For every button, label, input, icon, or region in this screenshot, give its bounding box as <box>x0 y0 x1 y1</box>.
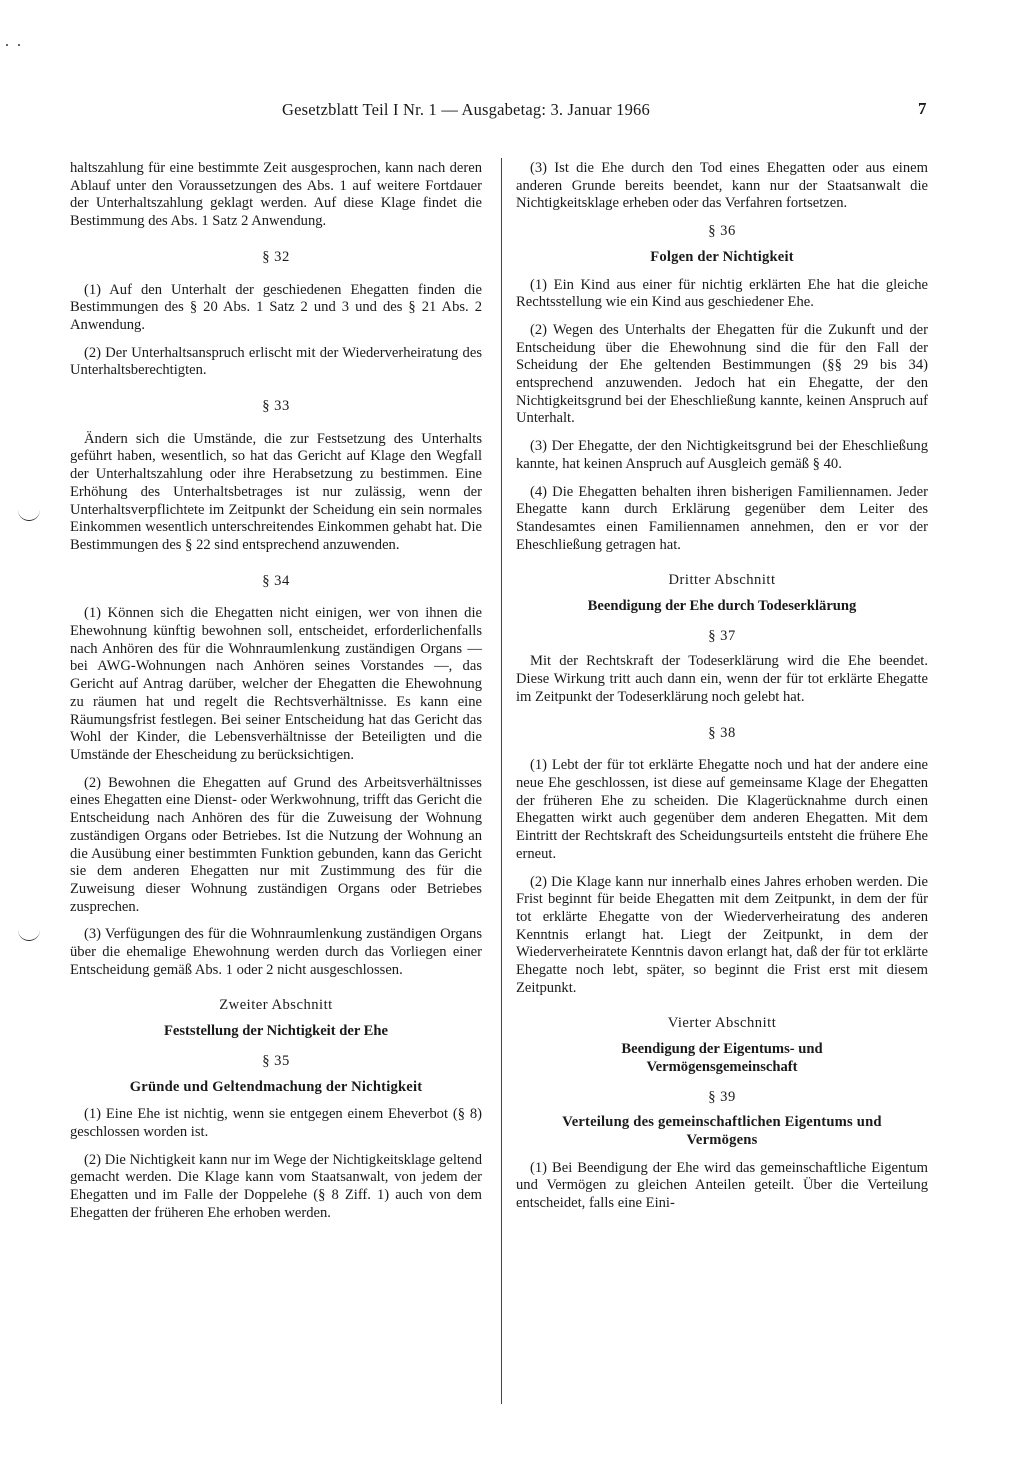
paragraph: Mit der Rechtskraft der Todeserklärung wird die Ehe beendet. Diese Wirkung tritt auch dann ein, wenn der für tot erklärte Ehegatte im Zeitpunkt der Todeserklärung noch gelebt hat. <box>516 653 928 705</box>
paragraph: (2) Der Unterhaltsanspruch erlischt mit der Wiederverheiratung des Unterhaltsberechtigten. <box>70 344 482 379</box>
paragraph: (2) Die Nichtigkeit kann nur im Wege der Nichtigkeitsklage geltend gemacht werden. Die Klage kann vom Staatsanwalt, von jedem der Ehegatten und im Falle der Doppelehe (§ 8 Ziff. 1) auch von dem Ehegatten der früheren Ehe erhoben werden. <box>70 1151 482 1221</box>
paragraph: (2) Wegen des Unterhalts der Ehegatten für die Zukunft und der Entscheidung über die Ehewohnung sind die für den Fall der Scheidung der Ehe geltenden Bestimmungen (§§ 29 bis 34) entsprechend anzuwenden. Jedoch hat ein Ehegatte, der den Nichtigkeitsgrund bei der Eheschließung kannte, keinen Anspruch auf Unterhalt. <box>516 321 928 427</box>
section-heading-34: § 34 <box>262 572 290 589</box>
paragraph: (1) Auf den Unterhalt der geschiedenen Ehegatten finden die Bestimmungen des § 20 Abs. 1 Satz 2 und 3 und des § 21 Abs. 2 Anwendung. <box>70 281 482 333</box>
margin-mark <box>18 508 40 521</box>
header-title: Gesetzblatt Teil I Nr. 1 — Ausgabetag: 3. Januar 1966 <box>282 100 650 119</box>
section-title: Gründe und Geltendmachung der Nichtigkeit <box>129 1078 423 1095</box>
chapter-label: Vierter Abschnitt <box>667 1015 777 1032</box>
page-header <box>0 100 1024 128</box>
chapter-label: Dritter Abschnitt <box>668 572 776 589</box>
paragraph: (1) Können sich die Ehegatten nicht einigen, wer von ihnen die Ehewohnung künftig bewohnen soll, entscheidet, erforderlichenfalls nach Anhören des für die Wohnraumlenkung zuständigen Organs — bei AWG-Wohnungen nach Anhören seines Vorstandes —, das Gericht auf Antrag darüber, welcher der Ehegatten die Ehewohnung zu räumen hat und regelt die Rechtsverhältnisse. Es kann eine Räumungsfrist festlegen. Bei seiner Entscheidung hat das Gericht das Wohl der Kinder, die Lebensverhältnisse der Beteiligten und die Umstände der Ehescheidung zu berücksichtigen. <box>70 605 482 763</box>
section-heading-37: § 37 <box>708 627 736 644</box>
paragraph: (1) Bei Beendigung der Ehe wird das gemeinschaftliche Eigentum und Vermögen zu gleichen Anteilen geteilt. Über die Verteilung entscheidet, falls eine Eini- <box>516 1159 928 1212</box>
scan-speck <box>18 44 20 46</box>
section-title: Verteilung des gemeinschaftlichen Eigentums und Vermögens <box>562 1114 882 1148</box>
section-heading-33: § 33 <box>262 398 290 415</box>
section-heading-38: § 38 <box>708 724 736 741</box>
paragraph: (2) Die Klage kann nur innerhalb eines Jahres erhoben werden. Die Frist beginnt für beide Ehegatten mit dem Zeitpunkt, in dem der für tot erklärte Ehegatte von der Wiederverheiratung des anderen Kenntnis erlangt hat. Liegt der Zeitpunkt, in dem der Wiederverheiratete Kenntnis davon erlangt hat, daß der für tot erklärte Ehegatte noch lebt, später, so beginnt die Frist erst mit diesem Zeitpunkt. <box>516 873 928 996</box>
scan-speck <box>6 44 8 46</box>
paragraph: (1) Lebt der für tot erklärte Ehegatte noch und hat der andere eine neue Ehe geschlossen, ist diese auf gemeinsame Klage der Ehegatten der früheren Ehe zu scheiden. Die Klagerücknahme durch einen Ehegatten wirkt auch gegenüber dem anderen Ehegatten. Mit dem Eintritt der Rechtskraft des Scheidungsurteils entsteht die frühere Ehe erneut. <box>516 757 928 862</box>
page-number: 7 <box>918 99 927 118</box>
paragraph: (3) Verfügungen des für die Wohnraumlenkung zuständigen Organs über die ehemalige Ehewohnung werden durch das Vorliegen einer Entscheidung gemäß Abs. 1 oder 2 nicht ausgeschlossen. <box>70 926 482 978</box>
chapter-title: Beendigung der Ehe durch Todeserklärung <box>587 598 857 615</box>
right-column <box>516 160 928 1223</box>
section-heading-39: § 39 <box>708 1088 736 1105</box>
paragraph: (3) Der Ehegatte, der den Nichtigkeitsgrund bei der Eheschließung kannte, hat keinen Anspruch auf Ausgleich gemäß § 40. <box>516 438 928 472</box>
section-heading-35: § 35 <box>262 1052 290 1069</box>
paragraph: (3) Ist die Ehe durch den Tod eines Ehegatten oder aus einem anderen Grunde bereits beendet, kann nur der Staatsanwalt die Nichtigkeitsklage erheben oder das Verfahren fortsetzen. <box>516 160 928 212</box>
chapter-label: Zweiter Abschnitt <box>219 997 333 1014</box>
paragraph: (1) Ein Kind aus einer für nichtig erklärten Ehe hat die gleiche Rechtsstellung wie ein Kind aus geschiedener Ehe. <box>516 276 928 311</box>
section-title: Folgen der Nichtigkeit <box>650 248 794 265</box>
section-heading-36: § 36 <box>708 223 736 240</box>
paragraph: Ändern sich die Umstände, die zur Festsetzung des Unterhalts geführt haben, wesentlich, so hat das Gericht auf Klage den Wegfall der Unterhaltszahlung oder ihre Herabsetzung zu bestimmen. Eine Erhöhung des Unterhaltsbetrages ist nur zulässig, wenn der Unterhaltsverpflichtete im Zeitpunkt der Scheidung ein sein normales Einkommen wesentlich unterschreitendes Einkommen gehabt hat. Die Bestimmungen des § 22 sind entsprechend anzuwenden. <box>70 430 482 553</box>
continuation-paragraph: haltszahlung für eine bestimmte Zeit ausgesprochen, kann nach deren Ablauf unter den Voraussetzungen des Abs. 1 auf weitere Fortdauer der Unterhaltszahlung geklagt werden. Auf diese Klage findet die Bestimmung des Abs. 1 Satz 2 Anwendung. <box>70 160 482 230</box>
margin-mark <box>18 928 40 941</box>
paragraph: (2) Bewohnen die Ehegatten auf Grund des Arbeitsverhältnisses eines Ehegatten eine Dienst- oder Werkwohnung, trifft das Gericht die Entscheidung nach Anhören des für die Zuweisung der Wohnung zuständigen Organs oder Betriebes. Ist die Nutzung der Wohnung an die Ausübung einer bestimmten Funktion gebunden, kann das Gericht sie dem anderen Ehegatten nur mit Zustimmung des für die Zuweisung dieser Wohnung zuständigen Organs oder Betriebes zusprechen. <box>70 774 482 915</box>
left-column <box>70 160 482 1232</box>
chapter-title: Beendigung der Eigentums- und Vermögensgemeinschaft <box>621 1041 823 1075</box>
paragraph: (4) Die Ehegatten behalten ihren bisherigen Familiennamen. Jeder Ehegatte kann durch Erklärung gegenüber dem Leiter des Standesamtes einen Familiennamen annehmen, den er vor der Eheschließung getragen hat. <box>516 483 928 553</box>
paragraph: (1) Eine Ehe ist nichtig, wenn sie entgegen einem Eheverbot (§ 8) geschlossen worden ist. <box>70 1106 482 1140</box>
chapter-title: Feststellung der Nichtigkeit der Ehe <box>163 1023 389 1040</box>
column-divider <box>501 158 502 1404</box>
section-heading-32: § 32 <box>262 248 290 265</box>
